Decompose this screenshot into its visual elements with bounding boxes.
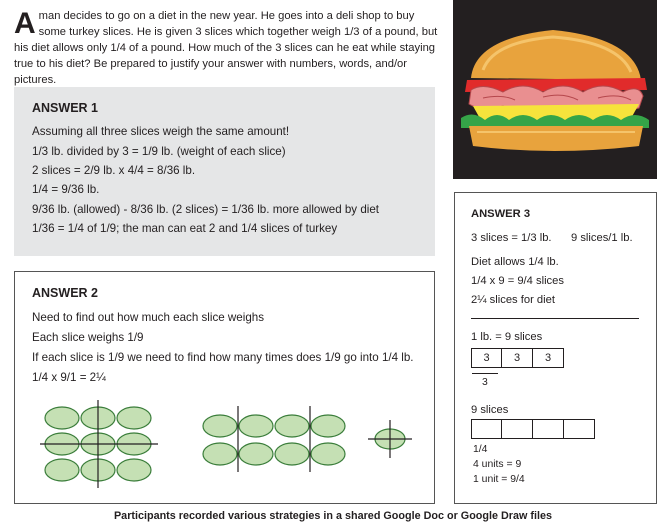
answer3-line: 3 slices = 1/3 lb. (471, 232, 552, 244)
answer2-title: ANSWER 2 (32, 286, 98, 300)
third-cell: 3 (471, 348, 502, 368)
sandwich-icon (453, 0, 657, 179)
unit-cell (563, 419, 595, 439)
slice-oval (275, 415, 309, 437)
answer1-line: Assuming all three slices weigh the same amount! (32, 125, 290, 138)
answer3-line: 1 lb. = 9 slices (471, 331, 543, 343)
slice-oval (311, 443, 345, 465)
answer1-line: 9/36 lb. (allowed) - 8/36 lb. (2 slices) = 1/36 lb. more allowed by diet (32, 203, 380, 216)
slice-oval (275, 443, 309, 465)
slice-oval (117, 407, 151, 429)
units-line: 1 unit = 9/4 (473, 474, 525, 485)
slice-oval (45, 407, 79, 429)
caption: Participants recorded various strategies in a shared Google Doc or Google Draw files (113, 510, 552, 522)
answer1-title: ANSWER 1 (32, 101, 98, 115)
answer2-line: 1/4 x 9/1 = 2¼ (32, 371, 106, 384)
unit-cell (532, 419, 564, 439)
answer3-line: 1/4 x 9 = 9/4 slices (471, 275, 564, 287)
unit-cell (471, 419, 502, 439)
unit-cell (501, 419, 533, 439)
answer3-line: 9 slices (471, 404, 509, 416)
slice-oval (203, 415, 237, 437)
slice-oval (117, 459, 151, 481)
slice-diagrams (30, 398, 430, 490)
drop-cap: A (14, 7, 36, 40)
answer3-title: ANSWER 3 (471, 208, 531, 220)
slice-oval (45, 459, 79, 481)
answer1-line: 1/3 lb. divided by 3 = 1/9 lb. (weight of each slice) (32, 145, 286, 158)
quarter-label: 1/4 (473, 444, 488, 455)
answer1-line: 1/4 = 9/36 lb. (32, 183, 100, 196)
slice-oval (311, 415, 345, 437)
answer2-line: If each slice is 1/9 we need to find how many times does 1/9 go into 1/4 lb. (32, 351, 414, 364)
answer1-line: 1/36 = 1/4 of 1/9; the man can eat 2 and 1/4 slices of turkey (32, 222, 338, 235)
answer3-line: 2¼ slices for diet (471, 294, 555, 306)
problem-text: man decides to go on a diet in the new year. He goes into a deli shop to buy some turkey slices. He is given 3 slices which together weigh 1/3 of a pound, but his diet allows only 1/4 of a pound. How much of the 3 slices can he eat while staying true to his diet? Be prepared to justify your answer with numbers, words, and/or pictures. (14, 10, 438, 86)
answer2-line: Each slice weighs 1/9 (32, 331, 144, 344)
answer1-line: 2 slices = 2/9 lb. x 4/4 = 8/36 lb. (32, 164, 196, 177)
slice-oval (203, 443, 237, 465)
slice-oval (239, 443, 273, 465)
answer2-line: Need to find out how much each slice weighs (32, 311, 265, 324)
fraction-bar (472, 373, 498, 374)
answer3-line: 9 slices/1 lb. (571, 232, 633, 244)
divider (471, 318, 639, 319)
third-cell: 3 (532, 348, 564, 368)
third-cell: 3 (501, 348, 533, 368)
fraction-denominator: 3 (482, 377, 488, 388)
units-line: 4 units = 9 (473, 459, 522, 470)
problem-statement (14, 8, 439, 88)
sandwich-illustration (453, 0, 657, 179)
slice-oval (239, 415, 273, 437)
answer3-line: Diet allows 1/4 lb. (471, 256, 559, 268)
